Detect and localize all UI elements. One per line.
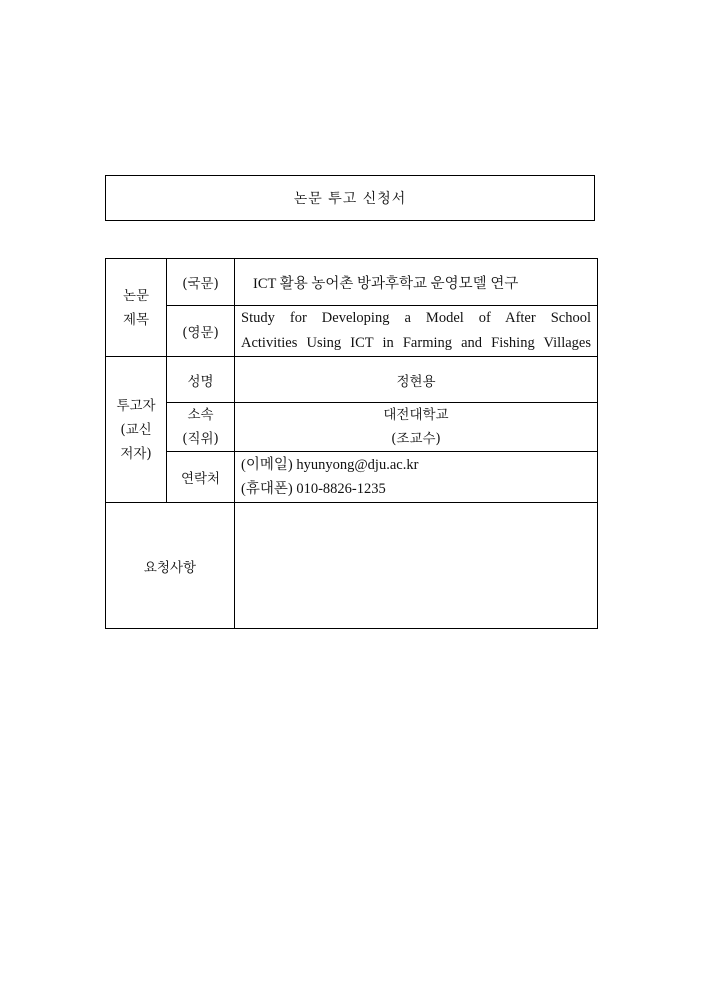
english-title-value[interactable] — [235, 306, 598, 357]
name-label: 성명 — [167, 357, 235, 403]
affiliation-value-line1: 대전대학교 — [383, 407, 449, 423]
affiliation-label — [167, 403, 235, 452]
english-title-line1: Study for Developing a Model of After School — [241, 310, 591, 326]
phone-line — [241, 477, 597, 501]
paper-title-korean-row — [106, 259, 598, 306]
affiliation-value[interactable] — [235, 403, 598, 452]
author-label — [106, 357, 167, 503]
requests-row — [106, 503, 598, 629]
email-label: (이메일) — [241, 457, 293, 473]
requests-value[interactable] — [235, 503, 598, 629]
paper-title-label-line1: 논문 — [122, 287, 150, 304]
author-label-line3: 저자) — [120, 445, 152, 462]
affiliation-row — [106, 403, 598, 452]
author-label-line2: (교신 — [120, 421, 152, 438]
phone-label: (휴대폰) — [241, 481, 293, 497]
paper-title-english-row — [106, 306, 598, 357]
requests-label: 요청사항 — [106, 503, 235, 629]
author-label-line1: 투고자 — [116, 397, 156, 414]
english-title-line2: Activities Using ICT in Farming and Fishing Villages — [241, 335, 591, 351]
korean-title-value[interactable]: ICT 활용 농어촌 방과후학교 운영모델 연구 — [235, 259, 598, 306]
email-value[interactable]: hyunyong@dju.ac.kr — [296, 457, 419, 473]
contact-row — [106, 452, 598, 503]
form-title: 논문 투고 신청서 — [105, 175, 595, 221]
contact-label: 연락처 — [167, 452, 235, 503]
name-value[interactable]: 정현용 — [235, 357, 598, 403]
affiliation-value-line2: (조교수) — [391, 431, 441, 447]
contact-value[interactable] — [235, 452, 598, 503]
phone-value[interactable]: 010-8826-1235 — [296, 481, 386, 497]
korean-title-label: (국문) — [167, 259, 235, 306]
paper-title-label-line2: 제목 — [122, 311, 150, 328]
paper-title-label — [106, 259, 167, 357]
english-title-label: (영문) — [167, 306, 235, 357]
affiliation-label-line1: 소속 — [187, 407, 214, 423]
application-form-table — [105, 258, 598, 629]
affiliation-label-line2: (직위) — [182, 431, 219, 447]
author-name-row — [106, 357, 598, 403]
email-line — [241, 453, 597, 477]
